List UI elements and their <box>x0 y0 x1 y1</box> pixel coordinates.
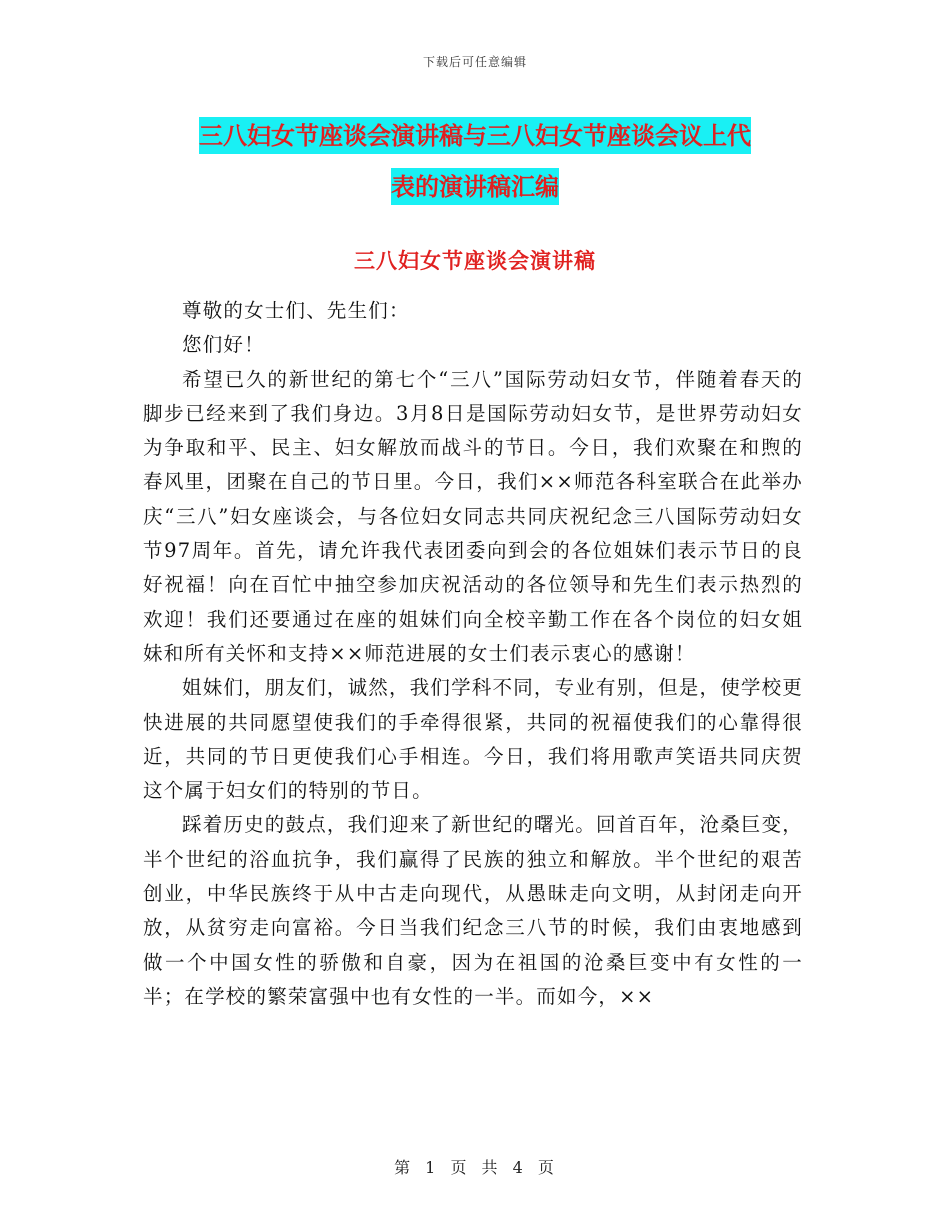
paragraph-greeting: 您们好！ <box>182 333 265 357</box>
page-number-footer: 第 1 页 共 4 页 <box>394 1158 556 1177</box>
section-heading: 三八妇女节座谈会演讲稿 <box>354 248 596 273</box>
document-body <box>143 294 803 1014</box>
document-title <box>140 110 810 212</box>
document-title-line-2: 表的演讲稿汇编 <box>391 168 559 205</box>
paragraph-salutation: 尊敬的女士们、先生们： <box>182 299 410 322</box>
paragraph-2: 姐妹们，朋友们，诚然，我们学科不同，专业有别，但是，使学校更快进展的共同愿望使我们的手牵得很紧，共同的祝福使我们的心靠得很近，共同的节日更使我们心手相连。今日，我们将用歌声笑语共同庆贺这个属于妇女们的特别的节日。 <box>143 676 804 803</box>
document-title-line-1: 三八妇女节座谈会演讲稿与三八妇女节座谈会议上代 <box>199 117 751 154</box>
paragraph-3: 踩着历史的鼓点，我们迎来了新世纪的曙光。回首百年，沧桑巨变，半个世纪的浴血抗争，我们赢得了民族的独立和解放。半个世纪的艰苦创业，中华民族终于从中古走向现代，从愚昧走向文明，从封闭走向开放，从贫穷走向富裕。今日当我们纪念三八节的时候，我们由衷地感到做一个中国女性的骄傲和自豪，因为在祖国的沧桑巨变中有女性的一半；在学校的繁荣富强中也有女性的一半。而如今，×× <box>143 813 804 1008</box>
page-header-note: 下载后可任意编辑 <box>422 55 527 69</box>
paragraph-1: 希望已久的新世纪的第七个“三八”国际劳动妇女节，伴随着春天的脚步已经来到了我们身边。3月8日是国际劳动妇女节，是世界劳动妇女为争取和平、民主、妇女解放而战斗的节日。今日，我们欢聚在和煦的春风里，团聚在自己的节日里。今日，我们××师范各科室联合在此举办庆“三八”妇女座谈会，与各位妇女同志共同庆祝纪念三八国际劳动妇女节97周年。首先，请允许我代表团委向到会的各位姐妹们表示节日的良好祝福！向在百忙中抽空参加庆祝活动的各位领导和先生们表示热烈的欢迎！我们还要通过在座的姐妹们向全校辛勤工作在各个岗位的妇女姐妹和所有关怀和支持××师范进展的女士们表示衷心的感谢！ <box>143 367 803 665</box>
